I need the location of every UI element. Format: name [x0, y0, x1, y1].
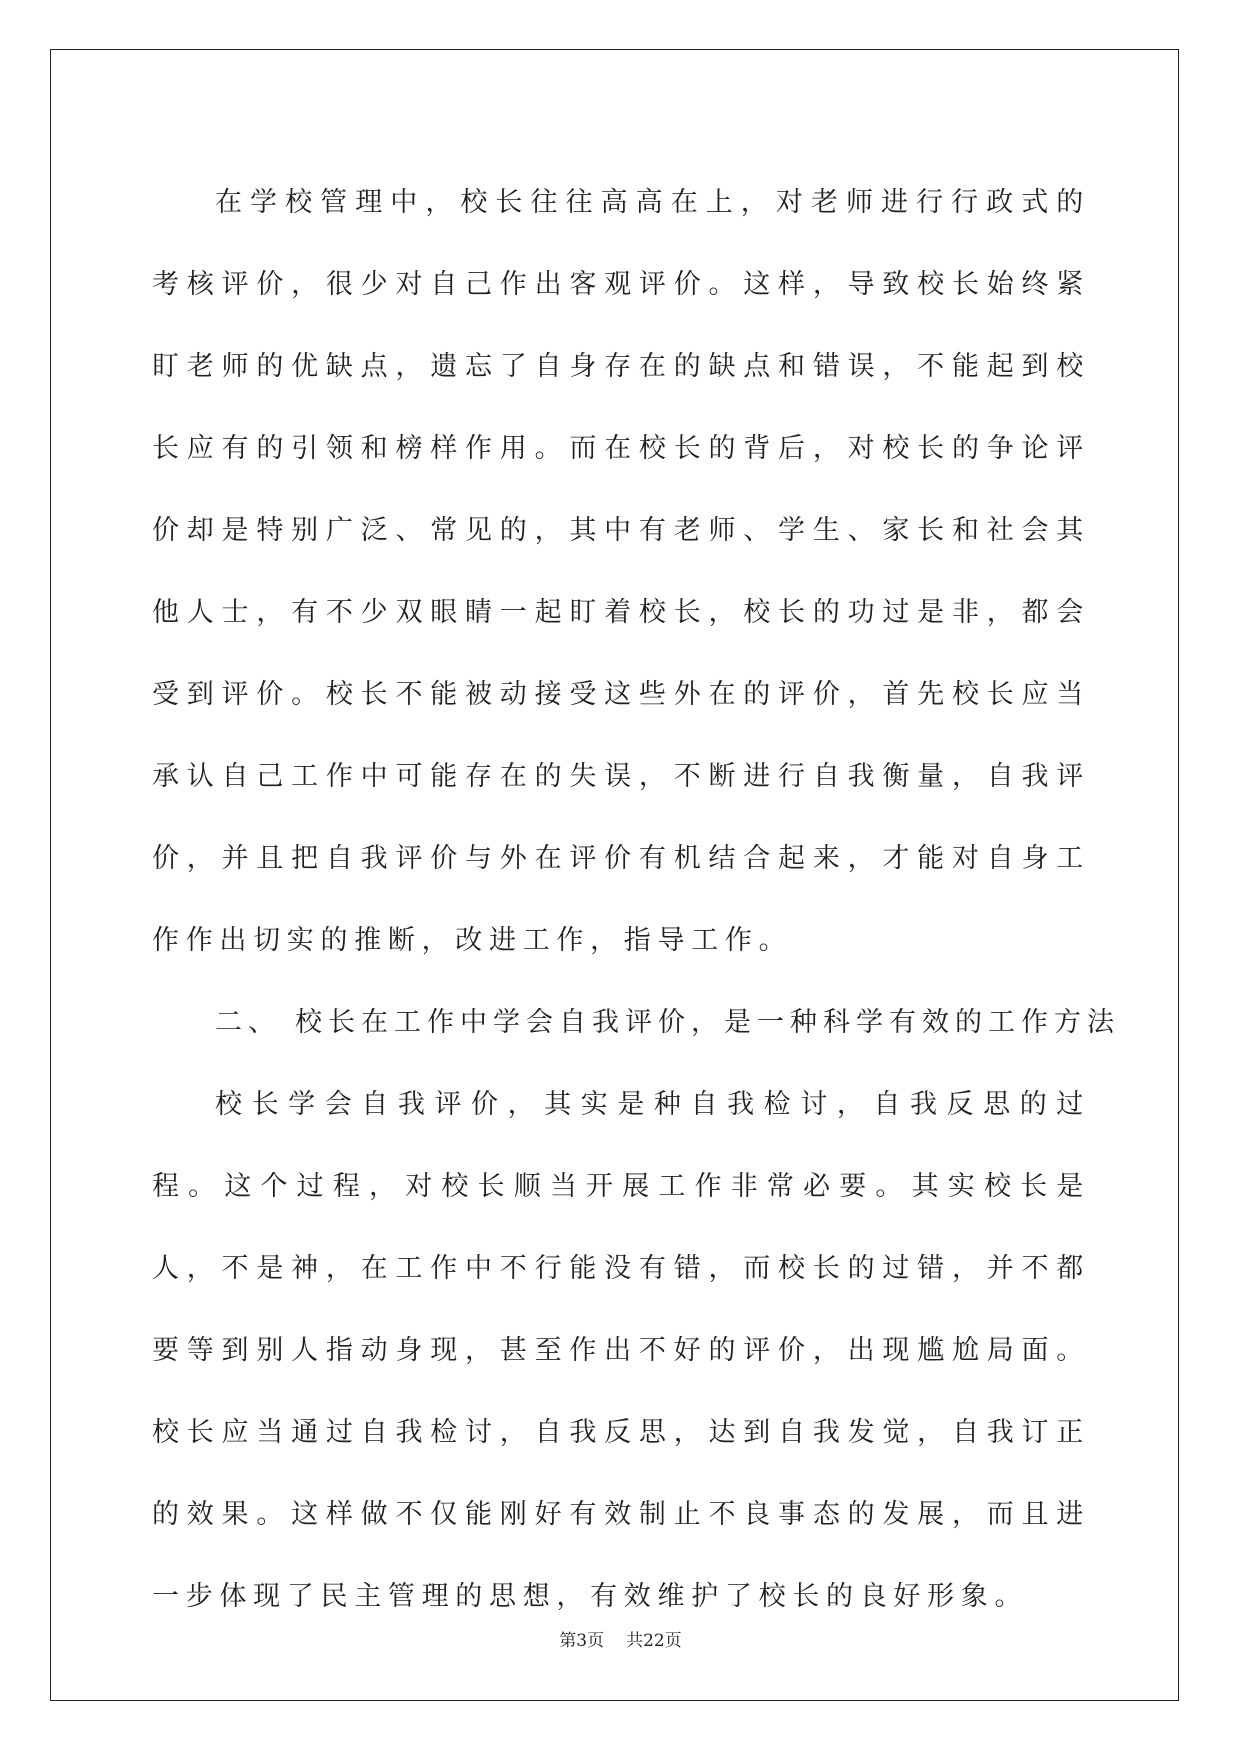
section-heading	[152, 982, 1120, 1064]
page-total: 共22页	[626, 1631, 682, 1651]
document-body	[152, 162, 1120, 1638]
page-footer	[0, 1626, 1241, 1651]
paragraph: 在学校管理中，校长往往高高在上，对老师进行行政式的考核评价，很少对自己作出客观评价。这样，导致校长始终紧盯老师的优缺点，遗忘了自身存在的缺点和错误，不能起到校长应有的引领和榜样作用。而在校长的背后，对校长的争论评价却是特别广泛、常见的，其中有老师、学生、家长和社会其他人士，有不少双眼睛一起盯着校长，校长的功过是非，都会受到评价。校长不能被动接受这些外在的评价，首先校长应当承认自己工作中可能存在的失误，不断进行自我衡量，自我评价，并且把自我评价与外在评价有机结合起来，才能对自身工作作出切实的推断，改进工作，指导工作。	[152, 187, 1090, 956]
section-heading-number: 二、	[215, 1007, 281, 1038]
page-number: 第3页	[559, 1631, 605, 1651]
section-heading-text: 校长在工作中学会自我评价，是一种科学有效的工作方法	[295, 1007, 1120, 1038]
paragraph: 校长学会自我评价，其实是种自我检讨，自我反思的过程。这个过程，对校长顺当开展工作非常必要。其实校长是人，不是神，在工作中不行能没有错，而校长的过错，并不都要等到别人指动身现，甚至作出不好的评价，出现尴尬局面。校长应当通过自我检讨，自我反思，达到自我发觉，自我订正的效果。这样做不仅能刚好有效制止不良事态的发展，而且进一步体现了民主管理的思想，有效维护了校长的良好形象。	[152, 1089, 1090, 1612]
